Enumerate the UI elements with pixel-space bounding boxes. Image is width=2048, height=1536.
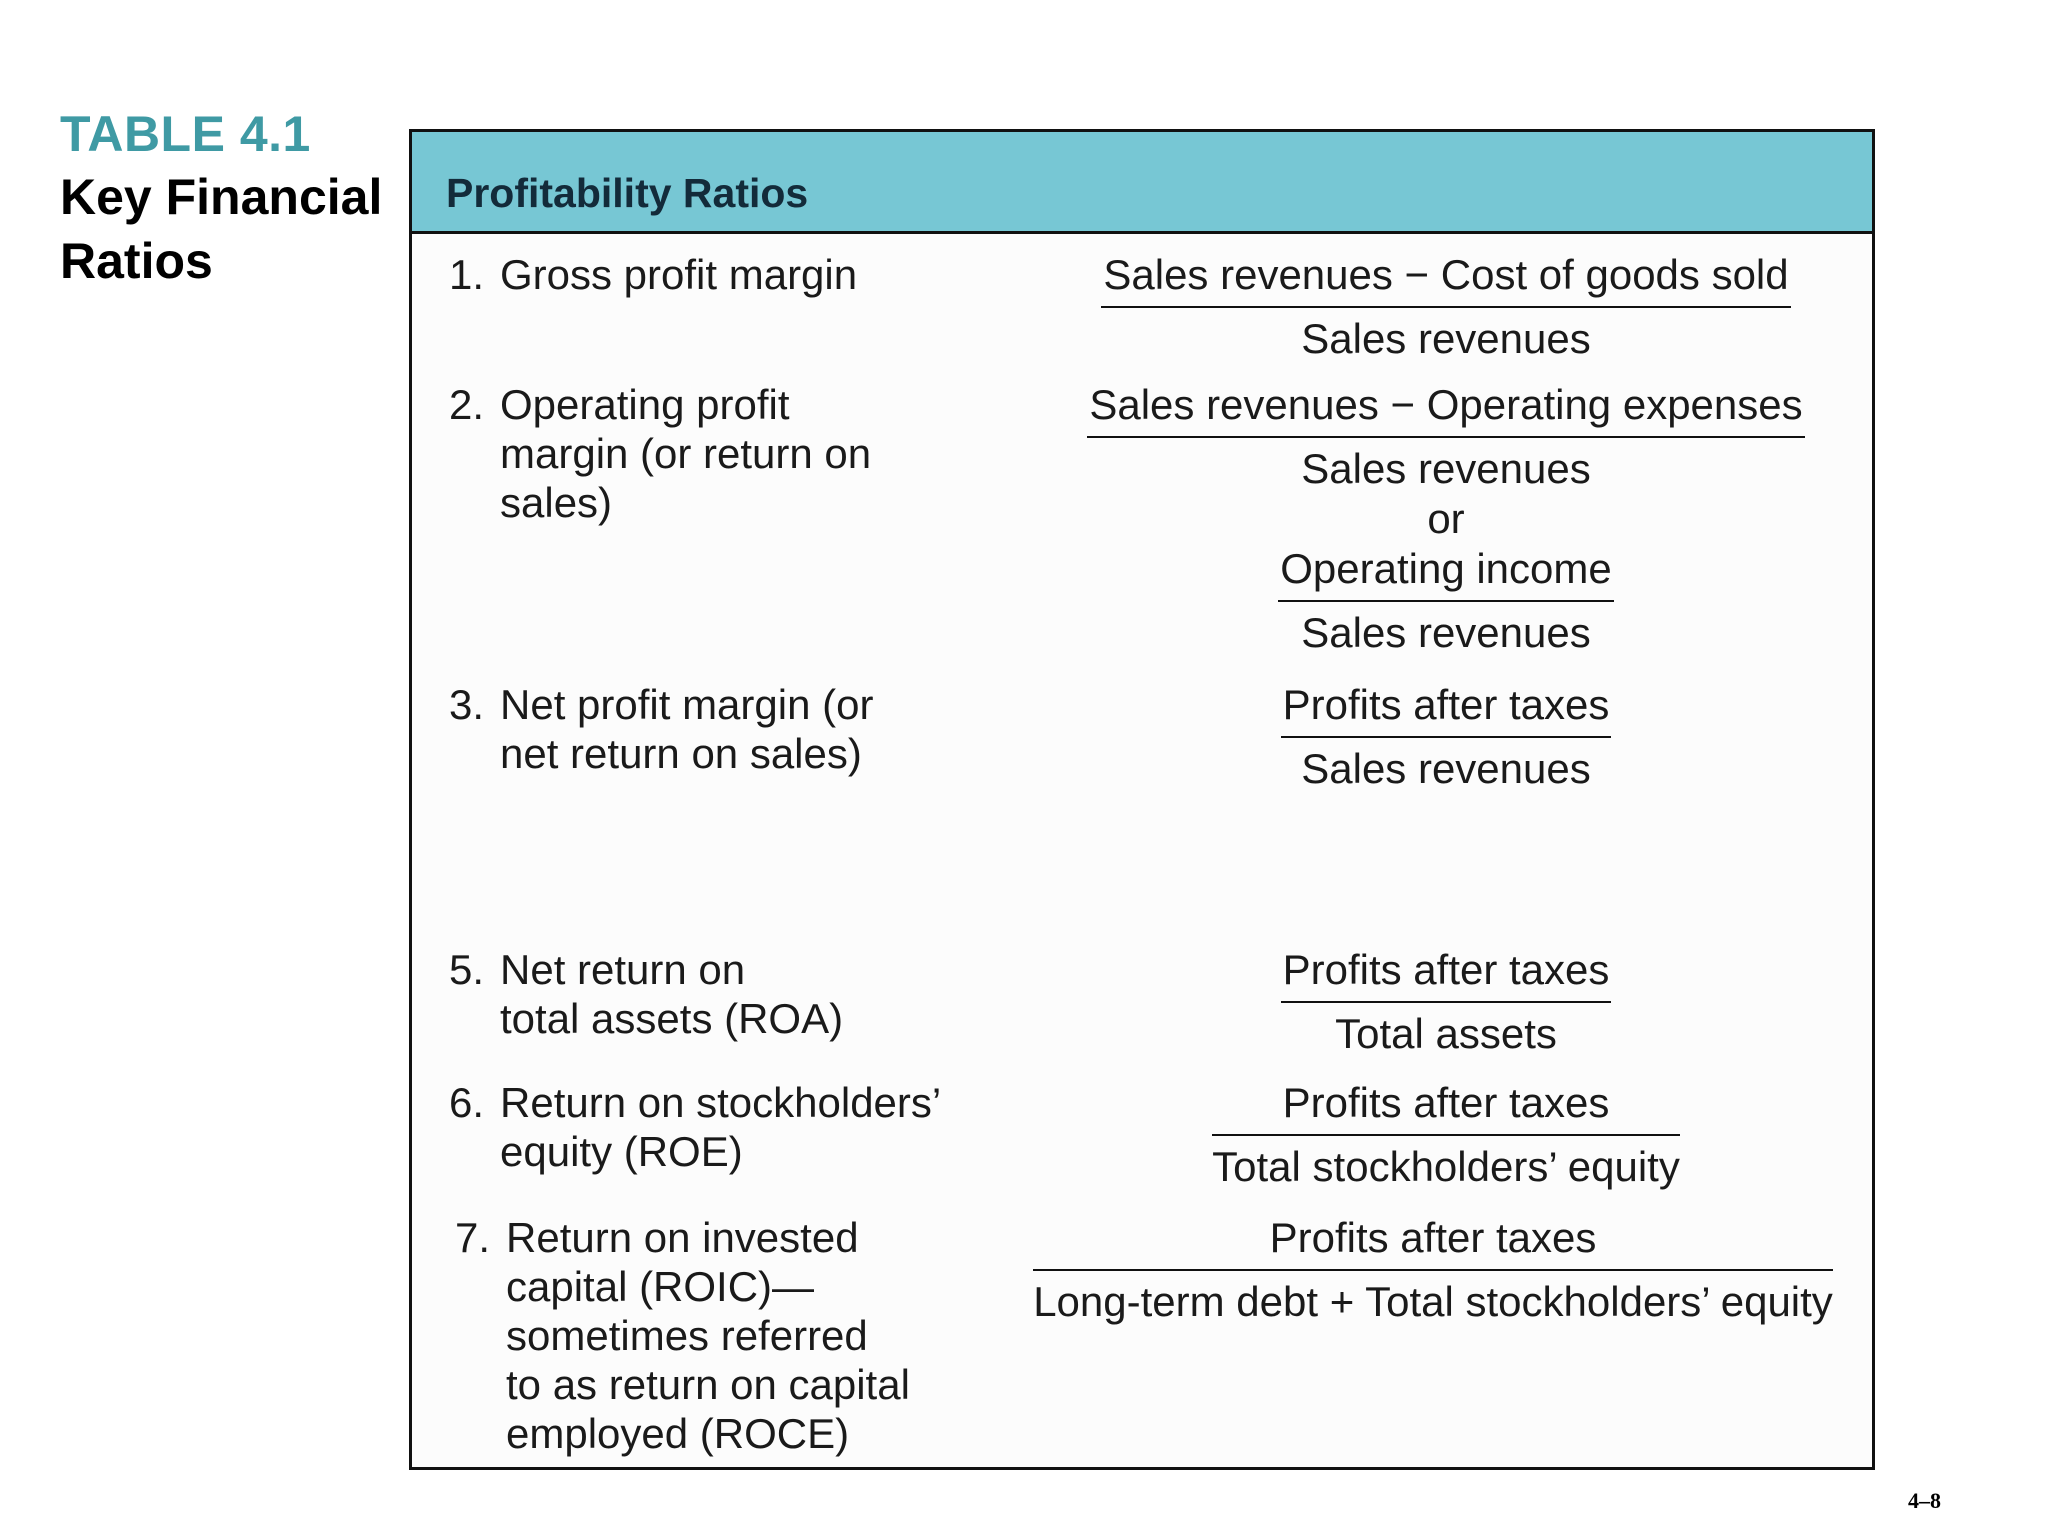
fraction-numerator: Operating income	[1278, 544, 1614, 602]
row-label: Net profit margin (or net return on sales)	[500, 681, 874, 777]
fraction	[1087, 380, 1804, 494]
row-label: Return on invested capital (ROIC)— sometimes referred to as return on capital employed (ROCE)	[506, 1214, 910, 1457]
row-label: Gross profit margin	[500, 251, 858, 298]
ratio-formula	[1032, 680, 1860, 794]
fraction	[1101, 250, 1790, 364]
fraction	[1281, 945, 1612, 1059]
fraction-alternative	[1278, 544, 1614, 658]
ratio-formula	[1032, 250, 1860, 364]
table-title-line2: Ratios	[60, 233, 213, 289]
ratio-formula	[1032, 1078, 1860, 1192]
ratio-formula	[1032, 380, 1860, 658]
page-number: 4–8	[1908, 1488, 1941, 1513]
row-number: 3.	[448, 681, 484, 728]
table-number: TABLE 4.1	[60, 106, 311, 162]
fraction-numerator: Sales revenues − Operating expenses	[1087, 380, 1804, 438]
fraction-numerator: Profits after taxes	[1033, 1213, 1833, 1271]
fraction	[1033, 1213, 1833, 1327]
row-number: 2.	[448, 381, 484, 428]
fraction-denominator: Long-term debt + Total stockholders’ equity	[1033, 1278, 1833, 1325]
row-number: 1.	[448, 251, 484, 298]
row-number: 7.	[454, 1214, 490, 1261]
fraction-numerator: Profits after taxes	[1281, 945, 1612, 1003]
fraction-numerator: Profits after taxes	[1281, 680, 1612, 738]
or-separator: or	[1427, 495, 1465, 542]
ratios-table	[409, 129, 1875, 1470]
row-label: Return on stockholders’ equity (ROE)	[500, 1079, 942, 1175]
table-header	[412, 132, 1872, 234]
fraction-denominator: Sales revenues	[1301, 315, 1591, 362]
row-number: 5.	[448, 946, 484, 993]
fraction-denominator: Total assets	[1335, 1010, 1557, 1057]
fraction-denominator: Sales revenues	[1301, 609, 1591, 656]
fraction-denominator: Total stockholders’ equity	[1212, 1143, 1680, 1190]
table-title-line1: Key Financial	[60, 169, 383, 225]
row-label: Operating profit margin (or return on sales)	[500, 381, 872, 526]
table-caption	[60, 104, 382, 292]
fraction-denominator: Sales revenues	[1301, 445, 1591, 492]
ratio-formula	[1012, 1213, 1854, 1327]
fraction	[1281, 680, 1612, 794]
fraction-numerator: Sales revenues − Cost of goods sold	[1101, 250, 1790, 308]
table-header-label: Profitability Ratios	[446, 170, 809, 216]
fraction-denominator: Sales revenues	[1301, 745, 1591, 792]
fraction-numerator: Profits after taxes	[1212, 1078, 1680, 1136]
fraction	[1212, 1078, 1680, 1192]
ratio-formula	[1032, 945, 1860, 1059]
row-label: Net return on total assets (ROA)	[500, 946, 844, 1042]
row-number: 6.	[448, 1079, 484, 1126]
